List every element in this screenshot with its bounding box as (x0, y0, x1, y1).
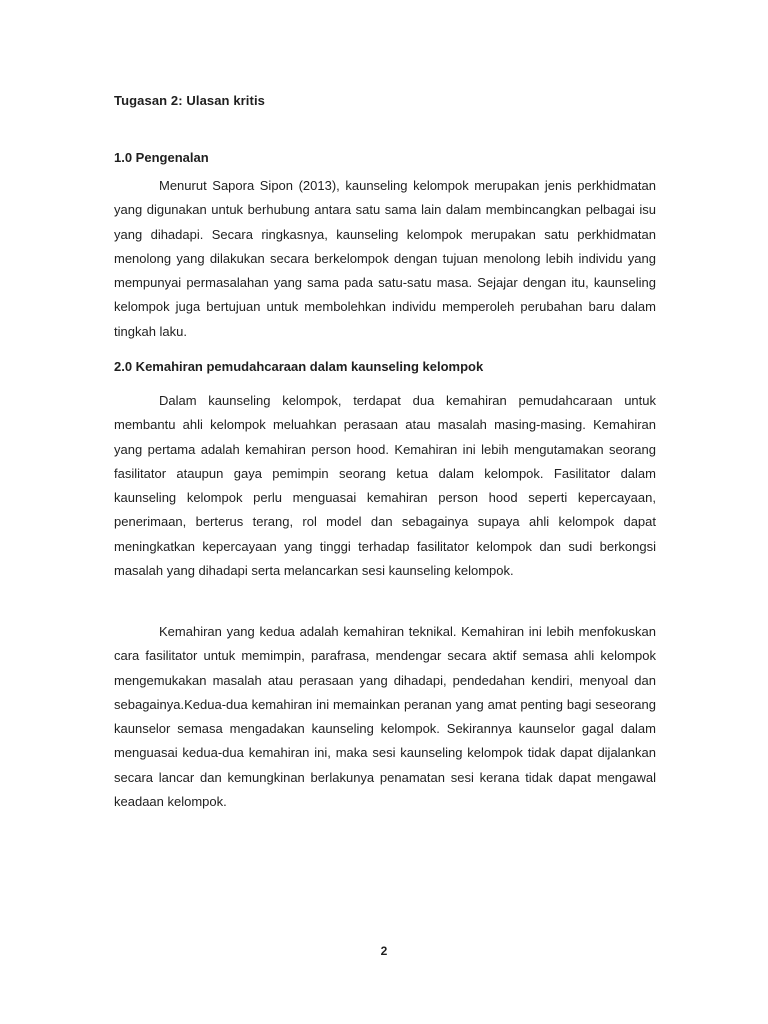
section-heading-kemahiran: 2.0 Kemahiran pemudahcaraan dalam kaunseling kelompok (114, 359, 484, 374)
page-number: 2 (380, 944, 388, 958)
document-title: Tugasan 2: Ulasan kritis (114, 93, 265, 108)
paragraph-kemahiran-teknikal: Kemahiran yang kedua adalah kemahiran teknikal. Kemahiran ini lebih menfokuskan cara fasilitator untuk memimpin, parafrasa, mendengar secara aktif semasa ahli kelompok mengemukakan masalah atau perasaan yang dihadapi, pendedahan kendiri, menyoal dan sebagainya.Kedua-dua kemahiran ini memainkan peranan yang amat penting bagi seseorang kaunselor semasa mengadakan kaunseling kelompok. Sekirannya kaunselor gagal dalam menguasai kedua-dua kemahiran ini, maka sesi kaunseling kelompok tidak dapat dijalankan secara lancar dan kemungkinan berlakunya penamatan sesi kerana tidak dapat mengawal keadaan kelompok. (114, 624, 656, 810)
paragraph-pengenalan: Menurut Sapora Sipon (2013), kaunseling kelompok merupakan jenis perkhidmatan yang digunakan untuk berhubung antara satu sama lain dalam membincangkan pelbagai isu yang dihadapi. Secara ringkasnya, kaunseling kelompok merupakan satu perkhidmatan menolong yang dilakukan secara berkelompok dengan tujuan menolong lebih individu yang mempunyai permasalahan yang sama pada satu-satu masa. Sejajar dengan itu, kaunseling kelompok juga bertujuan untuk membolehkan individu memperoleh perubahan baru dalam tingkah laku. (114, 178, 656, 339)
section-heading-pengenalan: 1.0 Pengenalan (114, 150, 209, 165)
paragraph-kemahiran-person-hood: Dalam kaunseling kelompok, terdapat dua kemahiran pemudahcaraan untuk membantu ahli kelompok meluahkan perasaan atau masalah masing-masing. Kemahiran yang pertama adalah kemahiran person hood. Kemahiran ini lebih mengutamakan seorang fasilitator ataupun gaya pemimpin seorang ketua dalam kelompok. Fasilitator dalam kaunseling kelompok perlu menguasai kemahiran person hood seperti kepercayaan, penerimaan, berterus terang, rol model dan sebagainya supaya ahli kelompok dapat meningkatkan kepercayaan yang tinggi terhadap fasilitator kelompok dan sudi berkongsi masalah yang dihadapi serta melancarkan sesi kaunseling kelompok. (114, 393, 656, 579)
